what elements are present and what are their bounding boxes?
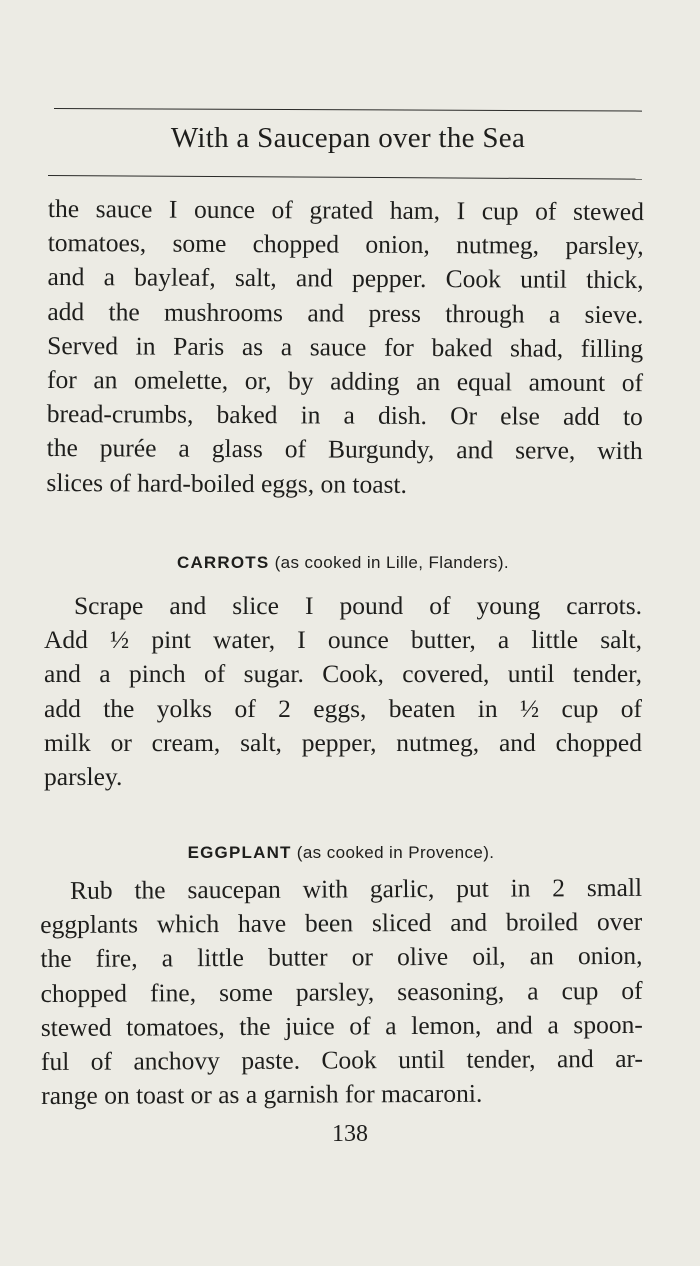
section-title: CARROTS bbox=[176, 553, 270, 572]
text-line: Add ½ pint water, I ounce butter, a little salt, bbox=[44, 625, 642, 655]
text-line: bread-crumbs, baked in a dish. Or else add to bbox=[46, 399, 643, 432]
text-line: parsley. bbox=[44, 762, 123, 792]
text-line: Rub the saucepan with garlic, put in 2 small bbox=[70, 872, 643, 905]
eggplant-paragraph bbox=[40, 871, 643, 1114]
text-line: ful of anchovy paste. Cook until tender, and ar- bbox=[40, 1043, 644, 1077]
text-line: the fire, a little butter or olive oil, an onion, bbox=[40, 941, 643, 974]
running-head: With a Saucepan over the Sea bbox=[170, 122, 526, 154]
text-line: and a bayleaf, salt, and pepper. Cook until thick, bbox=[47, 262, 644, 295]
text-line: Served in Paris as a sauce for baked shad, filling bbox=[47, 330, 644, 363]
text-line: range on toast or as a garnish for macaroni. bbox=[41, 1078, 483, 1111]
text-line: add the yolks of 2 eggs, beaten in ½ cup of bbox=[44, 693, 642, 723]
section-subtitle: (as cooked in Lille, Flanders). bbox=[274, 553, 510, 572]
carrots-paragraph bbox=[44, 589, 642, 794]
text-line: and a pinch of sugar. Cook, covered, until tender, bbox=[44, 659, 642, 689]
text-line: stewed tomatoes, the juice of a lemon, and a spoon- bbox=[40, 1009, 643, 1042]
text-line: milk or cream, salt, pepper, nutmeg, and chopped bbox=[44, 727, 642, 757]
text-line: Scrape and slice I pound of young carrots. bbox=[74, 591, 642, 620]
page-number: 138 bbox=[332, 1121, 368, 1147]
text-line: tomatoes, some chopped onion, nutmeg, parsley, bbox=[47, 228, 644, 261]
text-line: for an omelette, or, by adding an equal amount of bbox=[46, 365, 644, 398]
text-line: eggplants which have been sliced and broiled over bbox=[40, 907, 643, 940]
continued-paragraph bbox=[46, 192, 644, 503]
header-rule-bottom bbox=[48, 175, 642, 180]
text-line: slices of hard-boiled eggs, on toast. bbox=[46, 467, 408, 499]
section-subtitle: (as cooked in Provence). bbox=[296, 843, 495, 862]
section-heading-carrots bbox=[44, 553, 642, 573]
text-line: the sauce I ounce of grated ham, I cup of stewed bbox=[47, 193, 644, 227]
text-line: chopped fine, some parsley, seasoning, a cup of bbox=[40, 975, 643, 1008]
header-rule-top bbox=[54, 108, 642, 112]
text-line: add the mushrooms and press through a sieve. bbox=[47, 296, 644, 329]
section-heading-eggplant bbox=[40, 843, 642, 863]
section-title: EGGPLANT bbox=[187, 843, 292, 862]
text-line: the purée a glass of Burgundy, and serve, with bbox=[46, 433, 643, 466]
